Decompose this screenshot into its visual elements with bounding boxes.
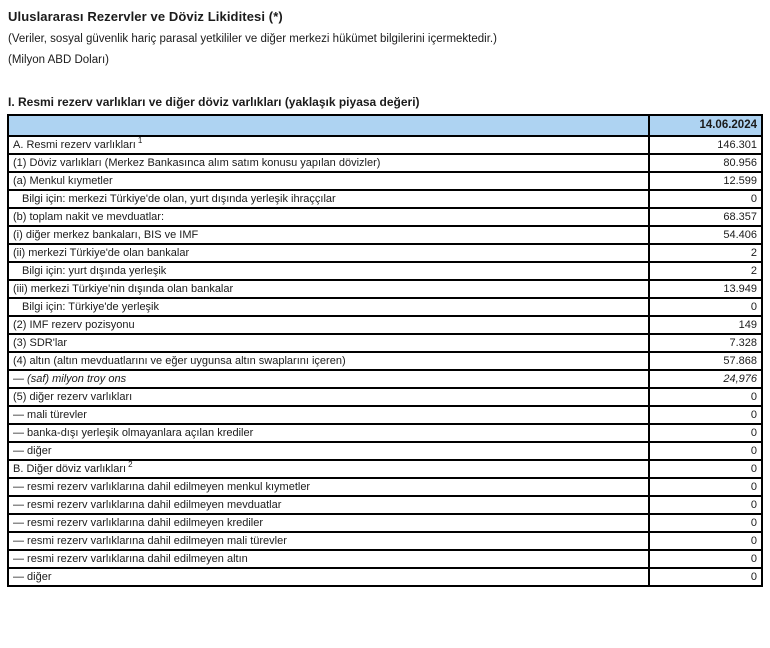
table-row bbox=[8, 190, 762, 208]
table-row bbox=[8, 208, 762, 226]
row-value: 0 bbox=[649, 406, 762, 424]
row-value: 2 bbox=[649, 244, 762, 262]
row-label bbox=[8, 136, 649, 154]
row-label-text: — resmi rezerv varlıklarına dahil edilmeyen mevduatlar bbox=[13, 498, 282, 511]
table-row bbox=[8, 352, 762, 370]
row-label-text: A. Resmi rezerv varlıkları bbox=[13, 138, 136, 151]
row-label-text: — diğer bbox=[13, 570, 52, 583]
row-value: 0 bbox=[649, 298, 762, 316]
row-label bbox=[8, 244, 649, 262]
row-value: 2 bbox=[649, 262, 762, 280]
table-row bbox=[8, 424, 762, 442]
row-label bbox=[8, 316, 649, 334]
row-label bbox=[8, 226, 649, 244]
row-label bbox=[8, 172, 649, 190]
table-row bbox=[8, 280, 762, 298]
row-label bbox=[8, 190, 649, 208]
table-row bbox=[8, 532, 762, 550]
row-label-text: (5) diğer rezerv varlıkları bbox=[13, 390, 133, 403]
row-value: 13.949 bbox=[649, 280, 762, 298]
row-label bbox=[8, 298, 649, 316]
row-value: 24,976 bbox=[649, 370, 762, 388]
table-row bbox=[8, 370, 762, 388]
row-label bbox=[8, 334, 649, 352]
table-row bbox=[8, 172, 762, 190]
scope-note: (Veriler, sosyal güvenlik hariç parasal yetkililer ve diğer merkezi hükümet bilgilerini içermektedir.) bbox=[8, 33, 497, 45]
table-row bbox=[8, 316, 762, 334]
table-row bbox=[8, 226, 762, 244]
row-value: 57.868 bbox=[649, 352, 762, 370]
row-label-text: — diğer bbox=[13, 444, 52, 457]
row-value: 54.406 bbox=[649, 226, 762, 244]
table-row bbox=[8, 568, 762, 586]
row-label bbox=[8, 442, 649, 460]
row-label-text: — resmi rezerv varlıklarına dahil edilmeyen mali türevler bbox=[13, 534, 287, 547]
section-heading: I. Resmi rezerv varlıkları ve diğer döviz varlıkları (yaklaşık piyasa değeri) bbox=[8, 95, 420, 109]
row-label-text: (3) SDR'lar bbox=[13, 336, 68, 349]
header-empty-cell bbox=[8, 115, 649, 136]
table-row bbox=[8, 154, 762, 172]
row-label bbox=[8, 154, 649, 172]
row-label-text: (b) toplam nakit ve mevduatlar: bbox=[13, 210, 165, 223]
row-label bbox=[8, 550, 649, 568]
row-label-text: (i) diğer merkez bankaları, BIS ve IMF bbox=[13, 228, 199, 241]
row-value: 12.599 bbox=[649, 172, 762, 190]
table-row bbox=[8, 496, 762, 514]
row-label-text: (1) Döviz varlıkları (Merkez Bankasınca alım satım konusu yapılan dövizler) bbox=[13, 156, 381, 169]
row-label bbox=[8, 568, 649, 586]
row-label-text: (2) IMF rezerv pozisyonu bbox=[13, 318, 135, 331]
reserves-table bbox=[7, 114, 763, 587]
table-row bbox=[8, 244, 762, 262]
row-label bbox=[8, 208, 649, 226]
row-label-text: — banka-dışı yerleşik olmayanlara açılan krediler bbox=[13, 426, 254, 439]
row-value: 0 bbox=[649, 478, 762, 496]
row-label bbox=[8, 352, 649, 370]
row-label-text: — resmi rezerv varlıklarına dahil edilmeyen menkul kıymetler bbox=[13, 480, 311, 493]
table-row bbox=[8, 460, 762, 478]
table-row bbox=[8, 550, 762, 568]
row-value: 0 bbox=[649, 514, 762, 532]
row-label bbox=[8, 424, 649, 442]
row-label bbox=[8, 514, 649, 532]
row-value: 0 bbox=[649, 190, 762, 208]
row-label bbox=[8, 406, 649, 424]
row-label-text: (a) Menkul kıymetler bbox=[13, 174, 113, 187]
row-label-text: (iii) merkezi Türkiye'nin dışında olan bankalar bbox=[13, 282, 234, 295]
footnote-marker: 1 bbox=[137, 136, 143, 145]
row-label-text: (ii) merkezi Türkiye'de olan bankalar bbox=[13, 246, 190, 259]
row-label-text: — (saf) milyon troy ons bbox=[13, 372, 127, 385]
row-value: 80.956 bbox=[649, 154, 762, 172]
row-value: 68.357 bbox=[649, 208, 762, 226]
row-value: 0 bbox=[649, 532, 762, 550]
row-label-text: — resmi rezerv varlıklarına dahil edilmeyen krediler bbox=[13, 516, 264, 529]
row-label bbox=[8, 388, 649, 406]
table-row bbox=[8, 136, 762, 154]
table-row bbox=[8, 406, 762, 424]
row-value: 146.301 bbox=[649, 136, 762, 154]
table-row bbox=[8, 388, 762, 406]
row-label-text: — mali türevler bbox=[13, 408, 87, 421]
table-row bbox=[8, 334, 762, 352]
page-title: Uluslararası Rezervler ve Döviz Likiditesi (*) bbox=[8, 9, 283, 24]
row-label bbox=[8, 460, 649, 478]
row-value: 0 bbox=[649, 568, 762, 586]
footnote-marker: 2 bbox=[128, 460, 133, 469]
table-header-row bbox=[8, 115, 762, 136]
row-value: 0 bbox=[649, 442, 762, 460]
row-label bbox=[8, 496, 649, 514]
row-label-text: — resmi rezerv varlıklarına dahil edilmeyen altın bbox=[13, 552, 248, 565]
row-label bbox=[8, 370, 649, 388]
row-label-text: B. Diğer döviz varlıkları bbox=[13, 462, 127, 475]
table-row bbox=[8, 514, 762, 532]
table-row bbox=[8, 478, 762, 496]
row-label bbox=[8, 532, 649, 550]
row-value: 0 bbox=[649, 424, 762, 442]
table-row bbox=[8, 442, 762, 460]
row-label-text: Bilgi için: yurt dışında yerleşik bbox=[22, 264, 167, 277]
row-value: 149 bbox=[649, 316, 762, 334]
row-label-text: (4) altın (altın mevduatlarını ve eğer uygunsa altın swaplarını içeren) bbox=[13, 354, 346, 367]
row-value: 7.328 bbox=[649, 334, 762, 352]
row-label bbox=[8, 280, 649, 298]
row-value: 0 bbox=[649, 460, 762, 478]
row-label-text: Bilgi için: merkezi Türkiye'de olan, yurt dışında yerleşik ihraççılar bbox=[22, 192, 336, 205]
row-value: 0 bbox=[649, 496, 762, 514]
row-label-text: Bilgi için: Türkiye'de yerleşik bbox=[22, 300, 160, 313]
row-label bbox=[8, 478, 649, 496]
header-date-cell: 14.06.2024 bbox=[649, 115, 762, 136]
row-value: 0 bbox=[649, 550, 762, 568]
row-value: 0 bbox=[649, 388, 762, 406]
unit-note: (Milyon ABD Doları) bbox=[8, 54, 109, 66]
table-row bbox=[8, 262, 762, 280]
table-row bbox=[8, 298, 762, 316]
row-label bbox=[8, 262, 649, 280]
